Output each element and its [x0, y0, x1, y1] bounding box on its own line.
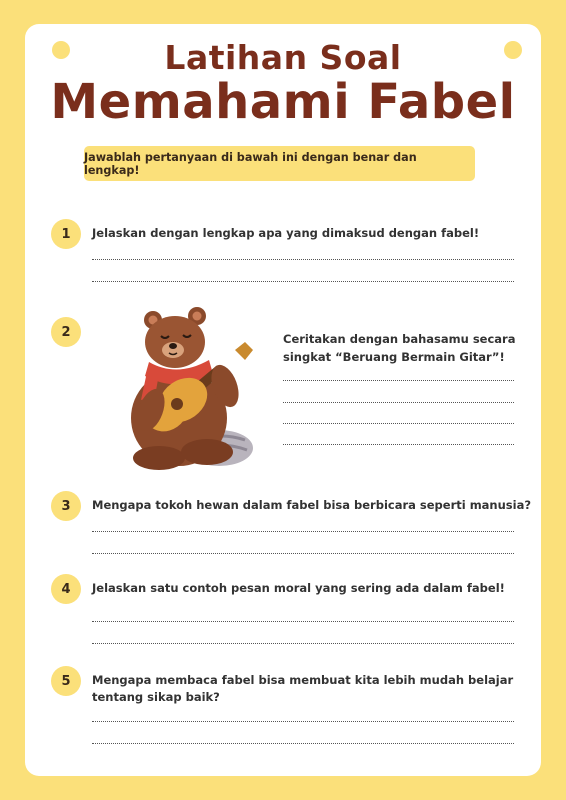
answer-line[interactable]: [92, 281, 514, 282]
answer-line[interactable]: [92, 743, 514, 744]
question-text: singkat “Beruang Bermain Gitar”!: [283, 350, 505, 364]
question-number-badge: 3: [51, 491, 81, 521]
question-text: Mengapa tokoh hewan dalam fabel bisa berbicara seperti manusia?: [92, 498, 532, 512]
answer-line[interactable]: [92, 531, 514, 532]
question-text: Ceritakan dengan bahasamu secara: [283, 332, 516, 346]
answer-line[interactable]: [283, 444, 514, 445]
instruction-banner: Jawablah pertanyaan di bawah ini dengan benar dan lengkap!: [84, 146, 475, 181]
question-text: Jelaskan dengan lengkap apa yang dimaksud dengan fabel!: [92, 226, 480, 240]
title-line-2: Memahami Fabel: [50, 74, 516, 130]
question-number-badge: 4: [51, 574, 81, 604]
question-number-badge: 1: [51, 219, 81, 249]
worksheet: [25, 24, 541, 776]
answer-line[interactable]: [92, 553, 514, 554]
question-text: Jelaskan satu contoh pesan moral yang sering ada dalam fabel!: [92, 581, 505, 595]
answer-line[interactable]: [283, 423, 514, 424]
answer-line[interactable]: [92, 621, 514, 622]
title-line-1: Latihan Soal: [164, 38, 402, 77]
bear-playing-guitar-icon: [107, 300, 259, 470]
question-number-badge: 5: [51, 666, 81, 696]
question-text: tentang sikap baik?: [92, 690, 220, 704]
answer-line[interactable]: [283, 380, 514, 381]
answer-line[interactable]: [92, 643, 514, 644]
question-text: Mengapa membaca fabel bisa membuat kita lebih mudah belajar: [92, 673, 514, 687]
question-number-badge: 2: [51, 317, 81, 347]
answer-line[interactable]: [92, 721, 514, 722]
answer-line[interactable]: [92, 259, 514, 260]
answer-line[interactable]: [283, 402, 514, 403]
